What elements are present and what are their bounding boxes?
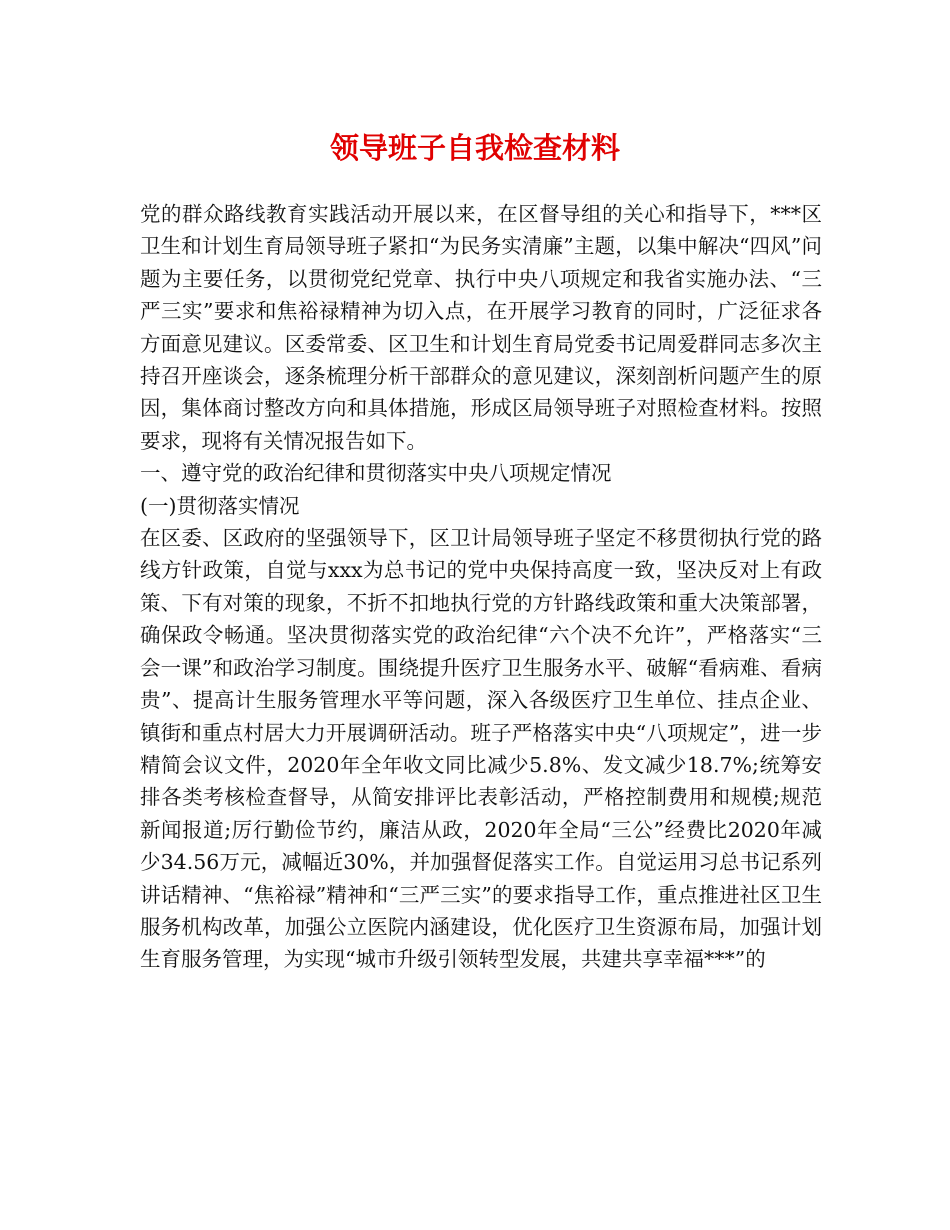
- document-body: [140, 198, 822, 976]
- section-heading: 一、遵守党的政治纪律和贯彻落实中央八项规定情况: [140, 461, 612, 486]
- subsection-heading: (一)贯彻落实情况: [140, 493, 300, 518]
- body-paragraph: 在区委、区政府的坚强领导下，区卫计局领导班子坚定不移贯彻执行党的路线方针政策，自觉与xxx为总书记的党中央保持高度一致，坚决反对上有政策、下有对策的现象，不折不扣地执行党的方针路线政策和重大决策部署，确保政令畅通。坚决贯彻落实党的政治纪律“六个决不允许”，严格落实“三会一课”和政治学习制度。围绕提升医疗卫生服务水平、破解“看病难、看病贵”、提高计生服务管理水平等问题，深入各级医疗卫生单位、挂点企业、镇街和重点村居大力开展调研活动。班子严格落实中央“八项规定”，进一步精简会议文件，2020年全年收文同比减少5.8%、发文减少18.7%;统筹安排各类考核检查督导，从简安排评比表彰活动，严格控制费用和规模;规范新闻报道;厉行勤俭节约，廉洁从政，2020年全局“三公”经费比2020年减少34.56万元，减幅近30%，并加强督促落实工作。自觉运用习总书记系列讲话精神、“焦裕禄”精神和“三严三实”的要求指导工作，重点推进社区卫生服务机构改革，加强公立医院内涵建设，优化医疗卫生资源布局，加强计划生育服务管理，为实现“城市升级引领转型发展，共建共享幸福***”的: [140, 526, 822, 972]
- document-title: 领导班子自我检查材料: [329, 131, 620, 165]
- intro-paragraph: 党的群众路线教育实践活动开展以来，在区督导组的关心和指导下，***区卫生和计划生育局领导班子紧扣“为民务实清廉”主题，以集中解决“四风”问题为主要任务，以贯彻党纪党章、执行中央八项规定和我省实施办法、“三严三实”要求和焦裕禄精神为切入点，在开展学习教育的同时，广泛征求各方面意见建议。区委常委、区卫生和计划生育局党委书记周爱群同志多次主持召开座谈会，逐条梳理分析干部群众的意见建议，深刻剖析问题产生的原因，集体商讨整改方向和具体措施，形成区局领导班子对照检查材料。按照要求，现将有关情况报告如下。: [140, 202, 822, 453]
